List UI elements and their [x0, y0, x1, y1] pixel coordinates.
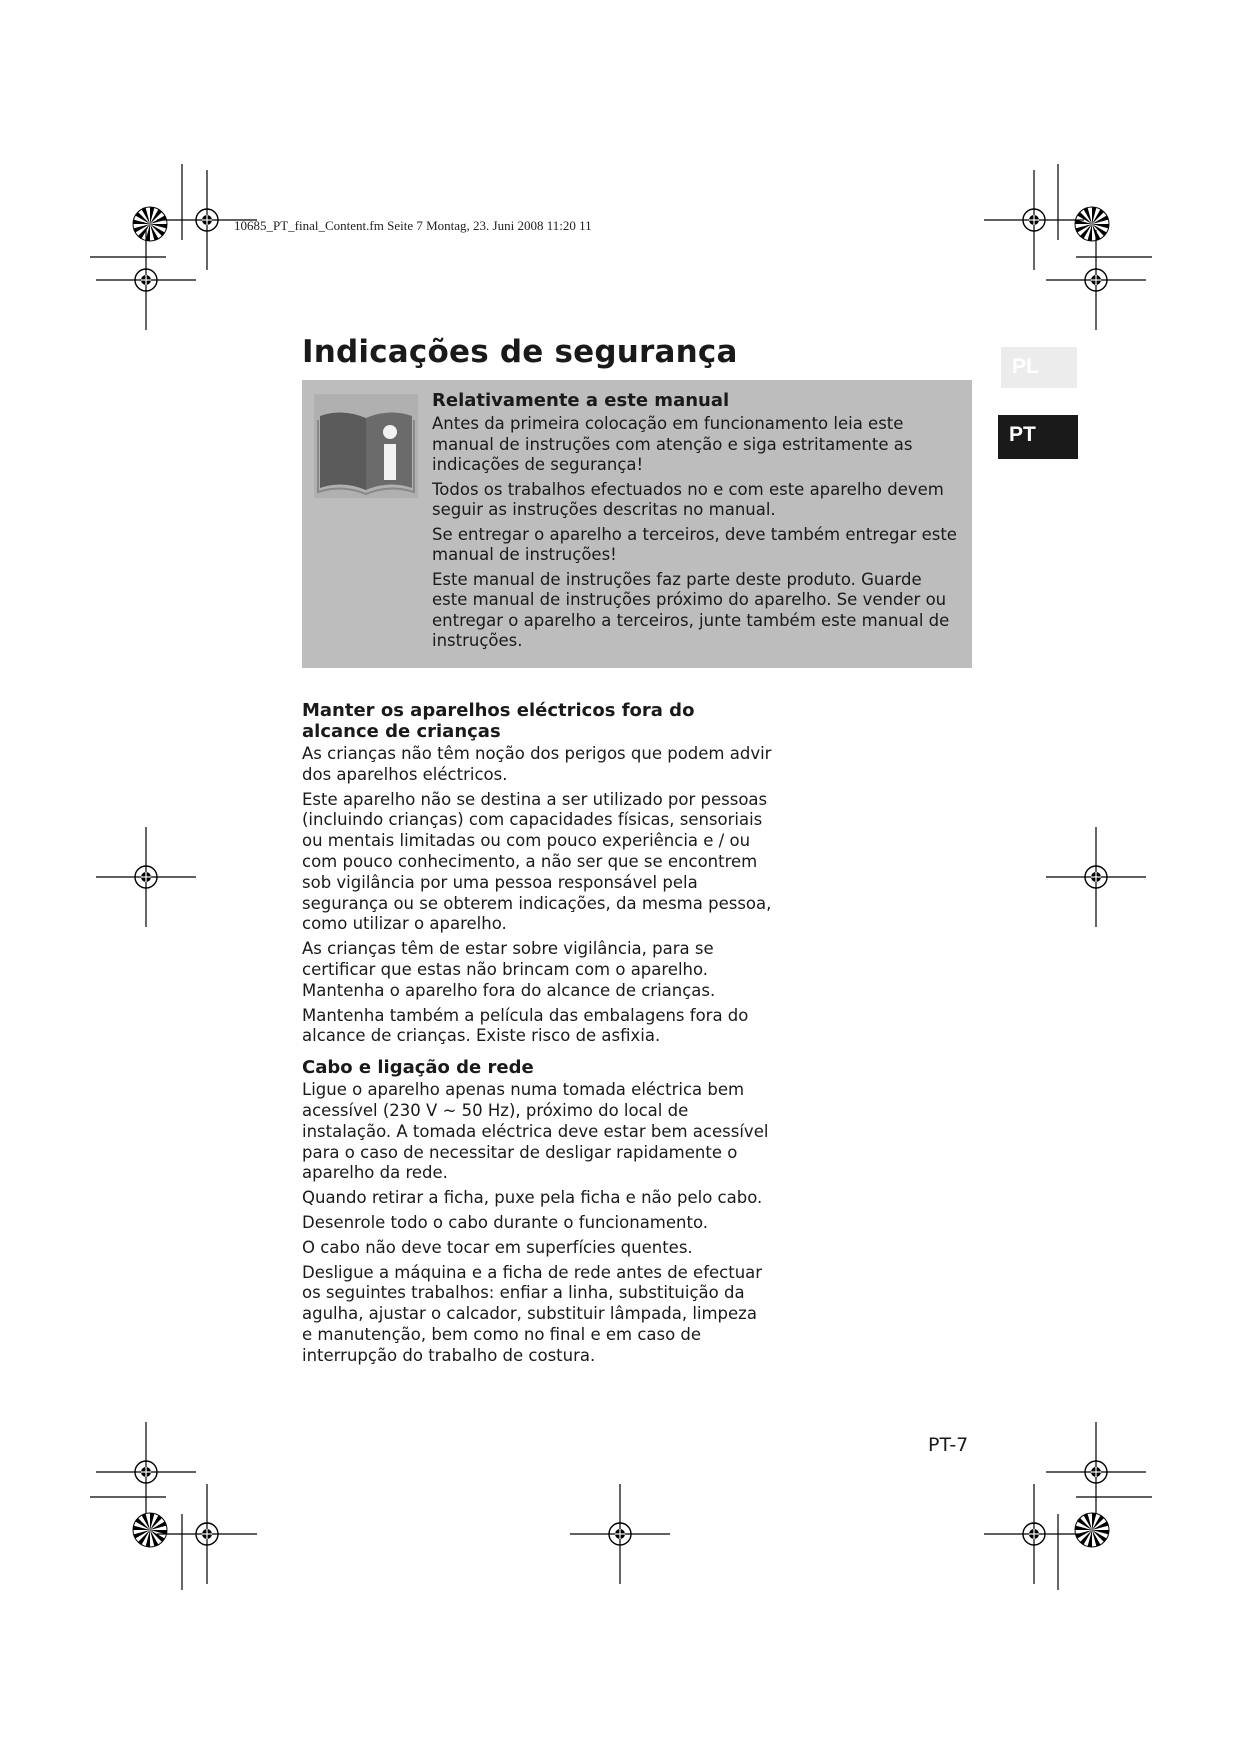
page-title: Indicações de segurança	[302, 334, 738, 370]
body-paragraph: Quando retirar a ficha, puxe pela ficha e não pelo cabo.	[302, 1188, 763, 1208]
page-number: PT-7	[928, 1434, 969, 1456]
body-paragraph: Mantenha também a película das embalagens fora do alcance de crianças. Existe risco de asfixia.	[302, 1005, 749, 1046]
body-paragraph: Desligue a máquina e a ficha de rede antes de efectuar os seguintes trabalhos: enfiar a linha, substituição da agulha, ajustar o calcador, substituir lâmpada, limpeza e manutenção, bem como no final e em caso de interrupção do trabalho de costura.	[302, 1262, 763, 1365]
info-paragraph: Se entregar o aparelho a terceiros, deve também entregar este manual de instruções!	[432, 524, 957, 564]
section-heading-children: Manter os aparelhos eléctricos fora do alcance de crianças	[302, 700, 695, 742]
main-column	[302, 700, 772, 1371]
body-paragraph: Desenrole todo o cabo durante o funcionamento.	[302, 1212, 709, 1232]
lang-tab-pt: PT	[998, 415, 1078, 459]
manual-info-icon	[314, 394, 418, 498]
info-paragraph: Todos os trabalhos efectuados no e com este aparelho devem seguir as instruções descritas no manual.	[432, 479, 944, 519]
info-paragraph: Antes da primeira colocação em funcionamento leia este manual de instruções com atenção e siga estritamente as indicações de segurança!	[432, 414, 913, 474]
info-paragraph: Este manual de instruções faz parte deste produto. Guarde este manual de instruções próximo do aparelho. Se vender ou entregar o aparelho a terceiros, junte também este manual de instruções.	[432, 569, 950, 650]
body-paragraph: Este aparelho não se destina a ser utilizado por pessoas (incluindo crianças) com capacidades físicas, sensoriais ou mentais limitadas ou com pouco experiência e / ou com pouco conhecimento, a não ser que se encontrem sob vigilância por uma pessoa responsável pela segurança ou se obterem indicações, da mesma pessoa, como utilizar o aparelho.	[302, 789, 772, 934]
body-paragraph: As crianças não têm noção dos perigos que podem advir dos aparelhos eléctricos.	[302, 744, 772, 784]
body-paragraph: Ligue o aparelho apenas numa tomada eléctrica bem acessível (230 V ~ 50 Hz), próximo do local de instalação. A tomada eléctrica deve estar bem acessível para o caso de necessitar de desligar rapidamente o aparelho da rede.	[302, 1080, 769, 1183]
info-box	[302, 380, 972, 668]
file-slug: 10685_PT_final_Content.fm Seite 7 Montag, 23. Juni 2008 11:20 11	[234, 218, 592, 233]
lang-tab-pl: PL	[1001, 347, 1077, 388]
body-paragraph: O cabo não deve tocar em superfícies quentes.	[302, 1237, 693, 1257]
info-box-heading: Relativamente a este manual	[432, 390, 730, 411]
body-paragraph: As crianças têm de estar sobre vigilância, para se certificar que estas não brincam com o aparelho. Mantenha o aparelho fora do alcance de crianças.	[302, 939, 716, 1000]
section-heading-cable: Cabo e ligação de rede	[302, 1057, 534, 1079]
